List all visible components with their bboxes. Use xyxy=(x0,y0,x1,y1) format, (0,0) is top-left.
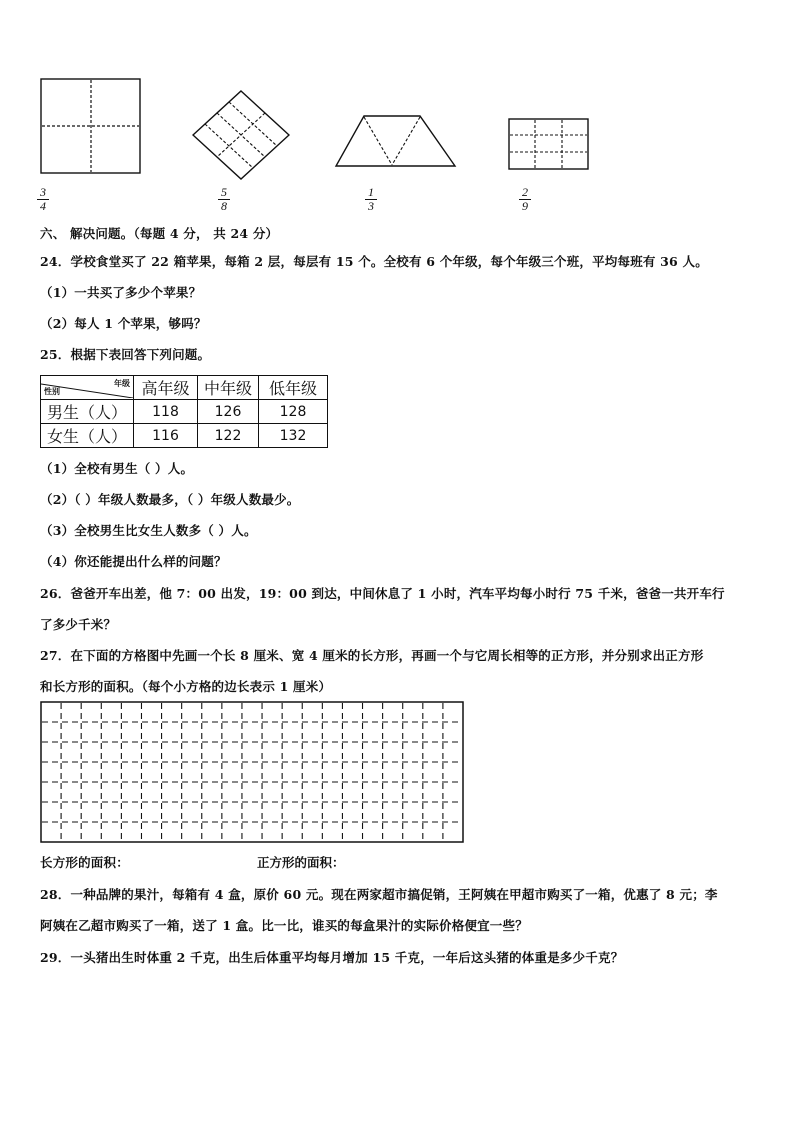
table-cell: 128 xyxy=(259,400,328,424)
corner-label-gender: 性别 xyxy=(44,386,60,396)
fraction-denominator: 4 xyxy=(40,199,46,213)
table-corner-cell xyxy=(41,378,133,398)
fraction-label xyxy=(36,186,50,213)
question-27-line2: 和长方形的面积。（每个小方格的边长表示 1 厘米） xyxy=(40,679,332,694)
question-25-sub1: （1）全校有男生（ ）人。 xyxy=(40,461,194,476)
rectangle-area-label: 长方形的面积： xyxy=(40,855,129,870)
fraction-numerator: 1 xyxy=(368,185,374,199)
row-label: 女生（人） xyxy=(41,424,134,448)
grade-gender-table xyxy=(40,375,328,448)
question-29: 29．一头猪出生时体重 2 千克，出生后体重平均每月增加 15 千克，一年后这头猪的体重是多少千克？ xyxy=(40,950,624,965)
row-label: 男生（人） xyxy=(41,400,134,424)
fraction-denominator: 9 xyxy=(522,199,528,213)
question-24-sub1: （1）一共买了多少个苹果？ xyxy=(40,285,202,300)
table-cell: 116 xyxy=(134,424,198,448)
question-26-line1: 26．爸爸开车出差，他 7：00 出发，19：00 到达，中间休息了 1 小时，汽车平均每小时行 75 千米，爸爸一共开车行 xyxy=(40,586,725,601)
section-title: 六、 解决问题。（每题 4 分， 共 24 分） xyxy=(40,226,279,241)
figure-square-quarters xyxy=(40,78,142,174)
question-26-line2: 了多少千米？ xyxy=(40,617,117,632)
square-grid[interactable] xyxy=(40,701,466,845)
table-header: 中年级 xyxy=(198,376,259,400)
question-28-line2: 阿姨在乙超市购买了一箱，送了 1 盒。比一比，谁买的每盒果汁的实际价格便宜一些？ xyxy=(40,918,528,933)
table-row xyxy=(41,424,328,448)
question-25-sub2: （2）（ ）年级人数最多，（ ）年级人数最少。 xyxy=(40,492,300,507)
question-24-sub2: （2）每人 1 个苹果，够吗？ xyxy=(40,316,207,331)
fraction-numerator: 2 xyxy=(522,185,528,199)
question-24: 24．学校食堂买了 22 箱苹果，每箱 2 层，每层有 15 个。全校有 6 个年级，每个年级三个班，平均每班有 36 人。 xyxy=(40,254,708,269)
square-area-label: 正方形的面积： xyxy=(257,855,345,870)
table-cell: 132 xyxy=(259,424,328,448)
question-28-line1: 28．一种品牌的果汁，每箱有 4 盒，原价 60 元。现在两家超市搞促销，王阿姨在甲超市购买了一箱，优惠了 8 元；李 xyxy=(40,887,718,902)
corner-label-grade: 年级 xyxy=(114,378,130,388)
table-cell: 122 xyxy=(198,424,259,448)
fraction-denominator: 8 xyxy=(221,199,227,213)
table-cell: 118 xyxy=(134,400,198,424)
fraction-numerator: 3 xyxy=(40,185,46,199)
fraction-label xyxy=(217,186,231,213)
table-header: 高年级 xyxy=(134,376,198,400)
figure-rectangle-ninths xyxy=(508,118,590,170)
table-header-row xyxy=(41,376,328,400)
question-25: 25．根据下表回答下列问题。 xyxy=(40,347,211,362)
table-cell: 126 xyxy=(198,400,259,424)
table-row xyxy=(41,400,328,424)
question-25-sub3: （3）全校男生比女生人数多（ ）人。 xyxy=(40,523,257,538)
fraction-denominator: 3 xyxy=(368,199,374,213)
question-27-line1: 27．在下面的方格图中先画一个长 8 厘米、宽 4 厘米的长方形，再画一个与它周长相等的正方形，并分别求出正方形 xyxy=(40,648,704,663)
figure-trapezoid-thirds xyxy=(334,114,458,168)
question-25-sub4: （4）你还能提出什么样的问题？ xyxy=(40,554,227,569)
table-header: 低年级 xyxy=(259,376,328,400)
fraction-label xyxy=(364,186,378,213)
fraction-label xyxy=(518,186,532,213)
figure-diamond-eighths xyxy=(192,90,290,180)
fraction-numerator: 5 xyxy=(221,185,227,199)
